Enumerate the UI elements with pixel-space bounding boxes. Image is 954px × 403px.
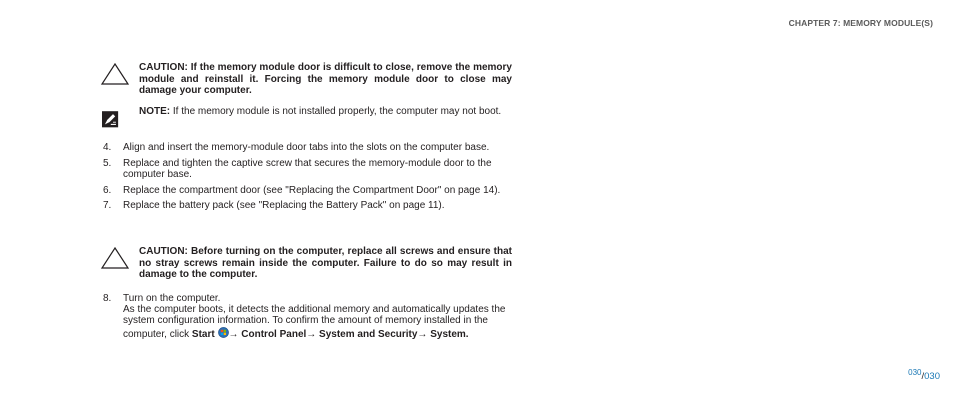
note-memory-install (100, 106, 512, 118)
note-pencil-icon (102, 109, 124, 131)
note-body: If the memory module is not installed properly, the computer may not boot. (170, 106, 502, 117)
caution-text: CAUTION: If the memory module door is difficult to close, remove the memory module and reinstall it. Forcing the memory module door to close may damage your computer. (139, 62, 512, 97)
step-text: Replace the battery pack (see "Replacing the Battery Pack" on page 11). (123, 200, 445, 212)
control-panel-path: → Control Panel→ System and Security→ System. (228, 328, 469, 340)
start-label: Start (191, 328, 215, 340)
steps-list (103, 142, 515, 216)
note-text (139, 106, 512, 118)
page-number (908, 368, 940, 382)
step-number: 7. (103, 200, 112, 212)
step-item (103, 142, 515, 153)
steps-list (103, 293, 515, 344)
step-number: 8. (103, 293, 112, 304)
step-number: 4. (103, 142, 112, 153)
step-item (103, 158, 515, 180)
step-number: 6. (103, 184, 112, 196)
step-body (123, 304, 515, 340)
step-text: Replace and tighten the captive screw that secures the memory-module door to the computer base. (123, 157, 492, 180)
step-text: Replace the compartment door (see "Replacing the Compartment Door" on page 14). (123, 184, 501, 196)
step-number: 5. (103, 157, 112, 169)
current-page: 030 (908, 368, 922, 377)
step-text: Align and insert the memory-module door tabs into the slots on the computer base. (123, 142, 490, 153)
warning-triangle-icon (100, 246, 130, 270)
step-text: Turn on the computer. (123, 293, 221, 304)
note-label: NOTE: (139, 106, 171, 117)
total-page: 030 (924, 371, 940, 383)
windows-start-orb-icon (218, 327, 229, 338)
caution-text: CAUTION: Before turning on the computer, replace all screws and ensure that no stray screws remain inside the computer. Failure to do so may result in damage to the computer. (139, 246, 512, 281)
warning-triangle-icon (100, 62, 130, 86)
caution-stray-screws (100, 246, 512, 281)
page-separator: / (921, 371, 925, 383)
chapter-header: CHAPTER 7: MEMORY MODULE(S) (788, 18, 933, 28)
step-item (103, 200, 515, 211)
step-item (103, 185, 515, 196)
step-item (103, 293, 515, 340)
step-body-text: As the computer boots, it detects the additional memory and automatically updates the system configuration information. To confirm the amount of memory installed in the computer, click (123, 304, 506, 340)
caution-memory-door (100, 62, 512, 97)
